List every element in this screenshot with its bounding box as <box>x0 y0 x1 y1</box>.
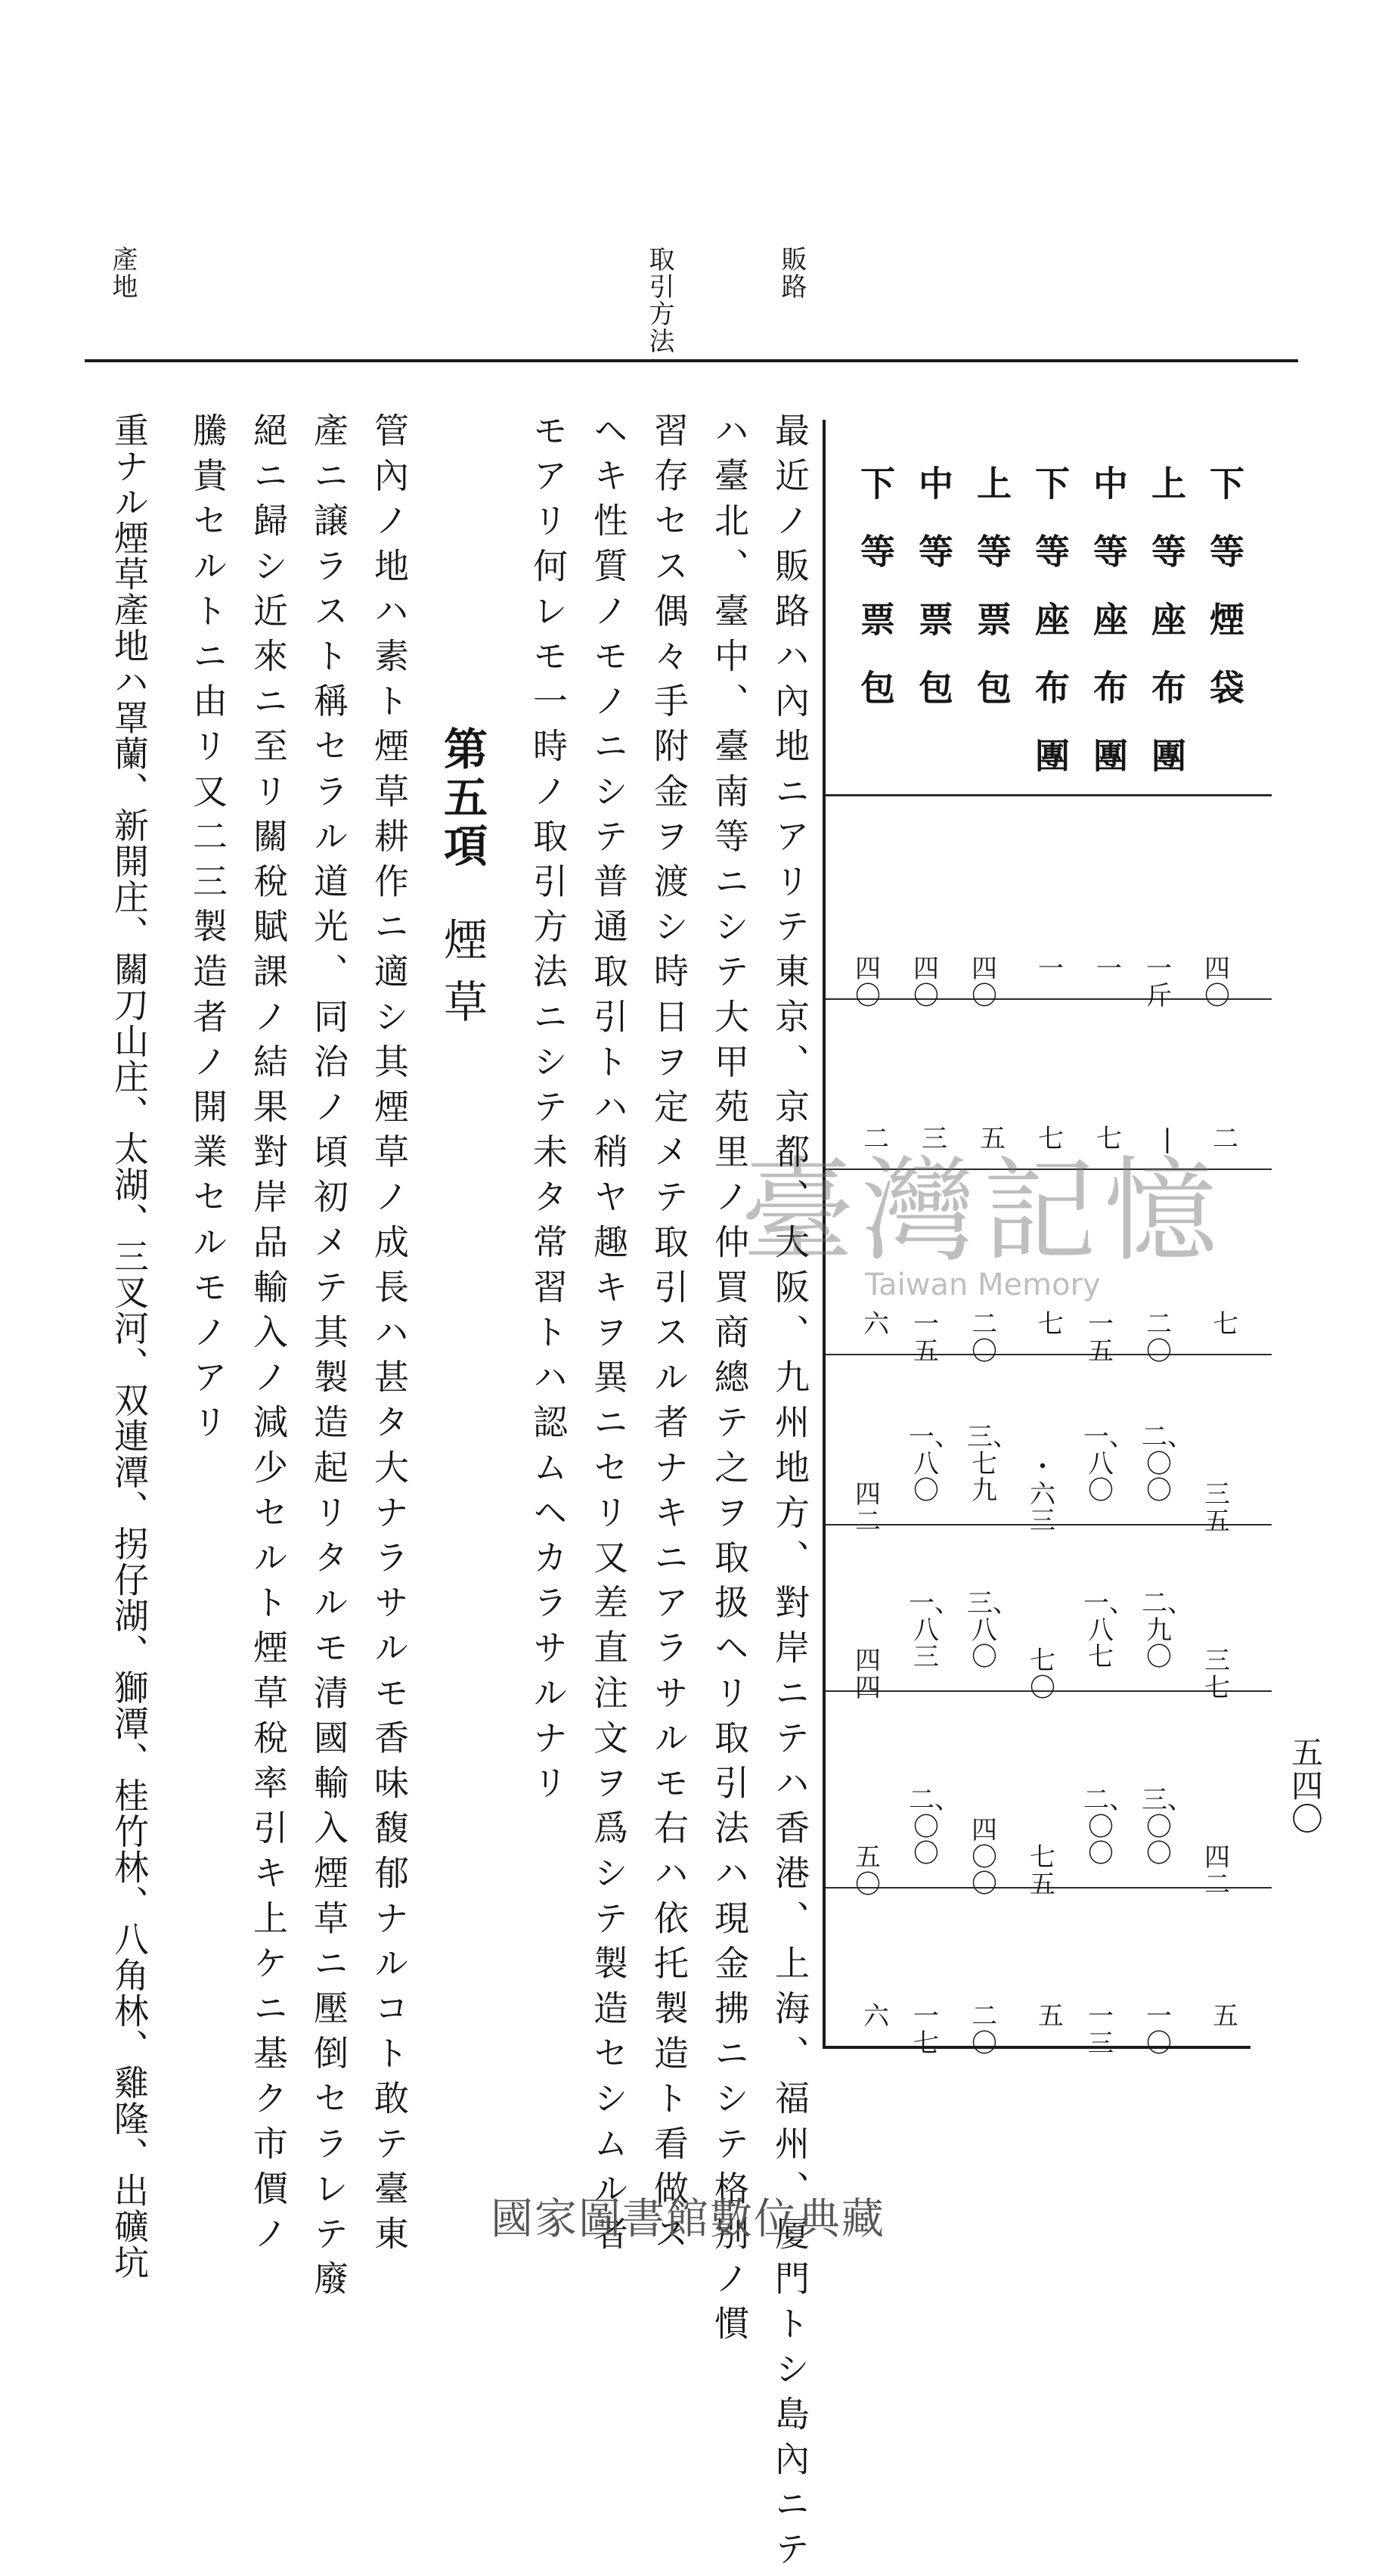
table-cell: 三 <box>922 1124 947 1154</box>
body-column: モアリ何レモ一時ノ取引方法ニシテ未タ常習トハ認ムヘカラサルナリ <box>528 412 569 1810</box>
section-title: 煙草 <box>436 917 488 1041</box>
margin-note-sanchi: 產地 <box>107 246 138 300</box>
table-cell: 一、 八〇 <box>1083 1422 1135 1507</box>
table-cell: 一七 <box>913 2001 939 2059</box>
table-item-name: 中等票包 <box>913 465 954 737</box>
table-cell: 二、 九〇 <box>1142 1588 1193 1673</box>
body-column: 最近ノ販路ハ內地ニアリテ東京、京都、大阪、九州地方、對岸ニテハ香港、上海、福州、厦門トシ島內ニテ <box>770 412 810 2576</box>
table-cell: 三、 〇〇 <box>1142 1785 1193 1870</box>
table-cell: 一三 <box>1088 2001 1114 2059</box>
table-cell: 三五 <box>1204 1479 1230 1537</box>
table-cell: 七 <box>1213 1309 1238 1339</box>
table-cell: 二、 〇〇 <box>1142 1422 1193 1507</box>
section-column: 產ニ譲ラスト稱セラル道光、同治ノ頃初メテ其製造起リタルモ清國輸入煙草ニ壓倒セラレテ廢 <box>308 412 349 2306</box>
table-cell: 一 <box>1096 954 1122 984</box>
margin-note-hanro: 販路 <box>776 246 807 300</box>
table-cell: 一、 八三 <box>909 1588 960 1673</box>
table-cell: 五 <box>980 1124 1006 1154</box>
table-cell: 二、 〇〇 <box>909 1785 960 1870</box>
table-cell: 六 <box>863 1309 889 1339</box>
footer-caption: 國家圖書館數位典藏 <box>491 2195 885 2244</box>
table-cell: 二 <box>1213 1124 1238 1154</box>
table-cell: 七 <box>1038 1309 1064 1339</box>
table-item-name: 下等座布團 <box>1030 465 1071 805</box>
watermark-chinese: 臺灣記憶 <box>740 1146 1225 1277</box>
table-cell: 六 <box>863 2001 889 2031</box>
table-item-name: 中等座布團 <box>1088 465 1129 805</box>
table-cell: 四二 <box>1204 1842 1230 1900</box>
table-item-name: 下等票包 <box>855 465 896 737</box>
table-cell: 四〇 <box>1204 954 1230 1011</box>
section-column: 管內ノ地ハ素ト煙草耕作ニ適シ其煙草ノ成長ハ甚タ大ナラサルモ香味馥郁ナルコト敢テ臺東 <box>369 412 410 2261</box>
section-column: 騰貴セルトニ由リ又二三製造者ノ開業セルモノアリ <box>187 412 228 1449</box>
table-cell: 二、 〇〇 <box>1083 1785 1135 1870</box>
table-cell: 一〇 <box>1146 2001 1172 2059</box>
table-cell: 一五 <box>913 1309 939 1367</box>
table-cell: 一、 八七 <box>1083 1588 1135 1673</box>
table-cell: 二 <box>863 1124 889 1154</box>
table-cell: 一斤 <box>1146 954 1172 1011</box>
body-column: 習存セス偶々手附金ヲ渡シ時日ヲ定メテ取引スル者ナキニアラサルモ右ハ依托製造ト看做ス <box>649 412 690 2261</box>
table-cell: 七 <box>1096 1124 1122 1154</box>
table-item-name: 上等票包 <box>972 465 1012 737</box>
table-cell: 五〇 <box>855 1842 881 1900</box>
table-cell: 四〇 <box>972 954 997 1011</box>
table-cell: | <box>1163 1124 1172 1154</box>
table-cell: 四〇 <box>855 954 881 1011</box>
table-cell: 四〇〇 <box>972 1815 997 1900</box>
table-cell: 四二 <box>855 1479 881 1537</box>
table-cell: 三七 <box>1204 1646 1230 1703</box>
table-cell: 五 <box>1038 2001 1064 2031</box>
section-column: 重ナル煙草產地ハ罩蘭、新開庄、關刀山庄、太湖、三叉河、双連潭、拐仔湖、獅潭、桂竹林、八角林、雞隆、出礦坑 <box>109 412 150 2280</box>
table-cell: 七五 <box>1030 1842 1055 1900</box>
table-cell: 三、 八〇 <box>967 1588 1018 1673</box>
price-table-rule <box>826 1354 1272 1355</box>
section-heading <box>436 726 488 1041</box>
margin-note-torihiki-hoho: 取引方法 <box>644 246 674 355</box>
table-cell: 七〇 <box>1030 1646 1055 1703</box>
table-cell: 二〇 <box>972 1309 997 1367</box>
body-column: ヘキ性質ノモノニシテ普通取引トハ稍ヤ趣キヲ異ニセリ又差直注文ヲ爲シテ製造セシムル者 <box>588 412 629 2261</box>
table-cell: 七 <box>1038 1124 1064 1154</box>
table-cell: 一五 <box>1088 1309 1114 1367</box>
body-column: ハ臺北、臺中、臺南等ニシテ大甲苑里ノ仲買商總テ之ヲ取扱ヘリ取引法ハ現金拂ニシテ格別ノ慣 <box>709 412 750 2351</box>
table-cell: 一 <box>1038 954 1064 984</box>
table-cell: 三、 七九 <box>967 1422 1018 1507</box>
table-item-name: 上等座布團 <box>1146 465 1187 805</box>
table-cell: ・六三 <box>1030 1452 1055 1537</box>
section-column: 絕ニ歸シ近來ニ至リ關稅賦課ノ結果對岸品輸入ノ減少セルト煙草稅率引キ上ケニ基ク市價ノ <box>248 412 289 2261</box>
table-cell: 四〇 <box>913 954 939 1011</box>
header-rule <box>85 359 1298 362</box>
table-cell: 二〇 <box>1146 1309 1172 1367</box>
table-cell: 二〇 <box>972 2001 997 2059</box>
section-number: 第五項 <box>436 726 488 871</box>
table-item-name: 下等煙袋 <box>1204 465 1245 737</box>
price-table-rule <box>826 1169 1272 1170</box>
table-cell: 一、 八〇 <box>909 1422 960 1507</box>
page-number: 五四〇 <box>1287 1736 1324 1836</box>
table-cell: 五 <box>1213 2001 1238 2031</box>
watermark-english: Taiwan Memory <box>865 1268 1101 1302</box>
table-cell: 四四 <box>855 1646 881 1703</box>
